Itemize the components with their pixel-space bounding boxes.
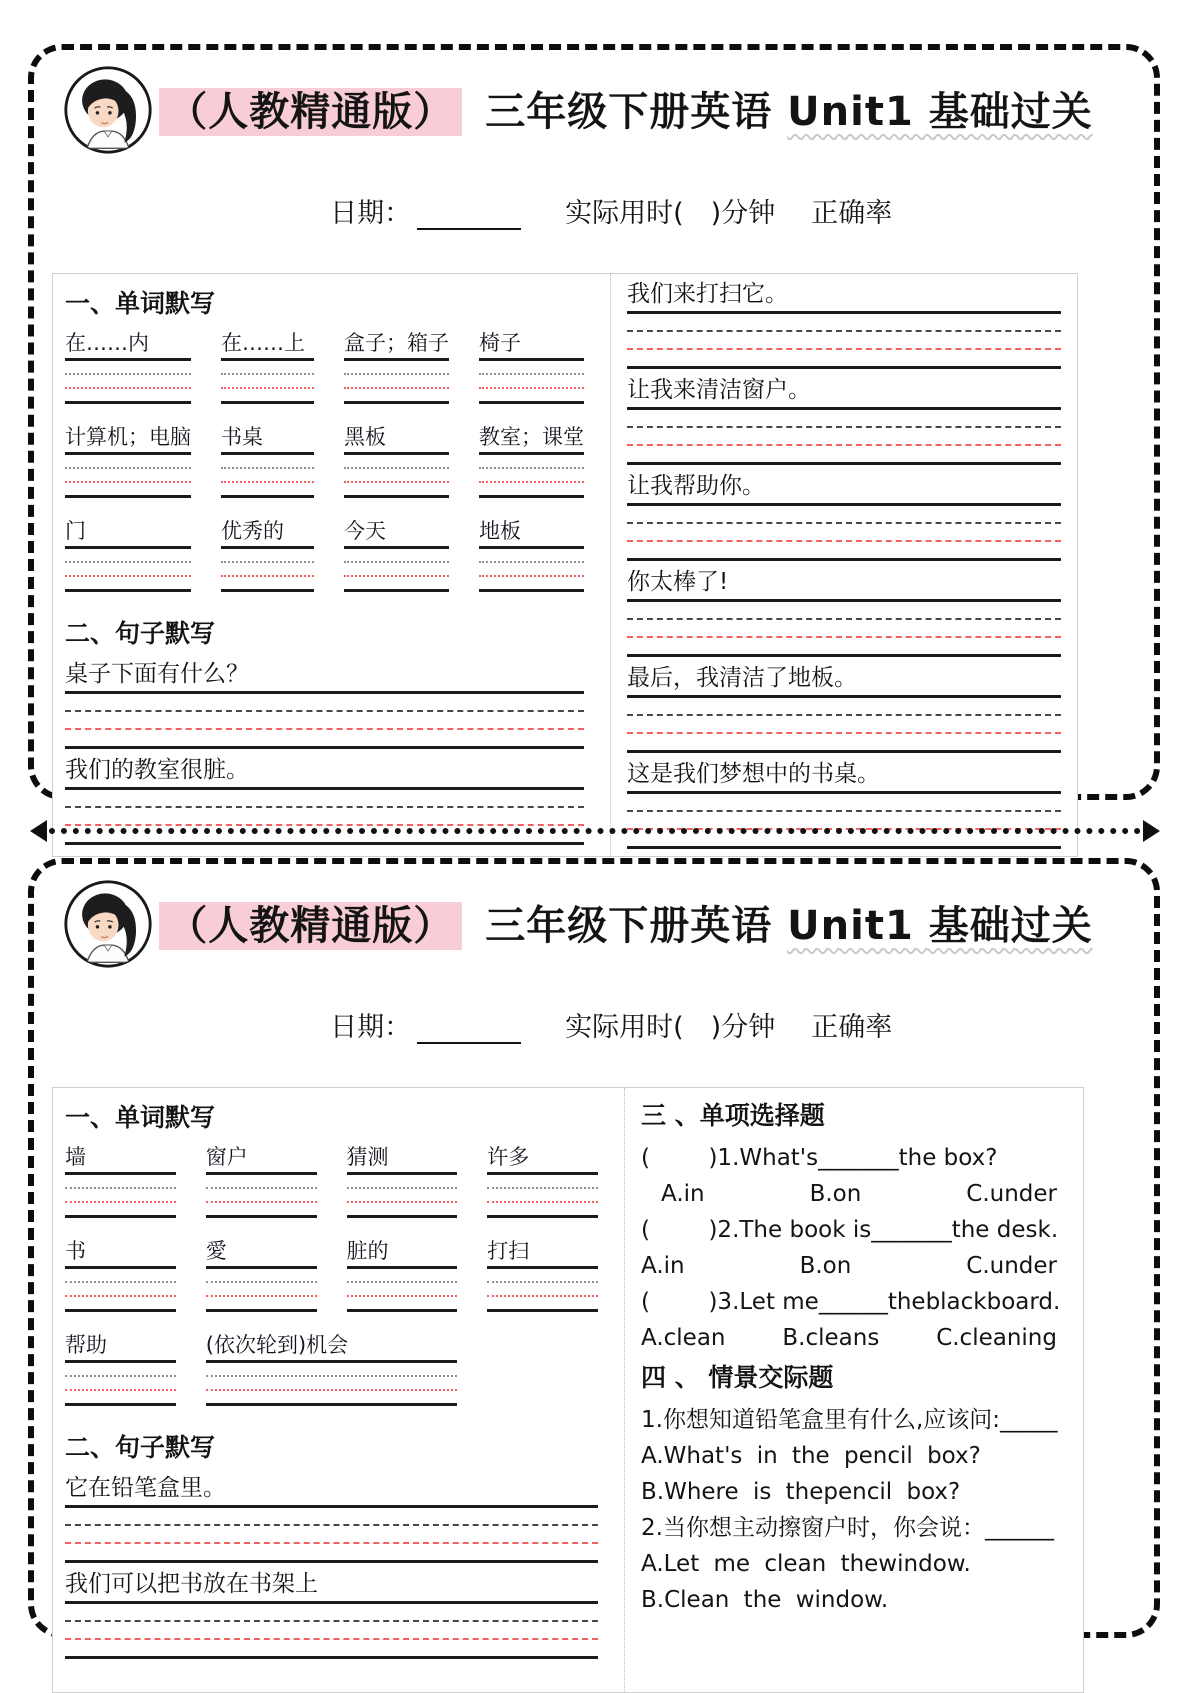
writing-line-dashed-red bbox=[627, 732, 1061, 734]
date-blank-line bbox=[417, 200, 521, 230]
writing-line-solid bbox=[65, 1309, 176, 1312]
writing-line-solid bbox=[479, 495, 584, 498]
word-block bbox=[65, 328, 191, 406]
accuracy-label: 正确率 bbox=[811, 198, 893, 229]
accuracy-label: 正确率 bbox=[811, 1012, 893, 1043]
cut-line bbox=[30, 820, 1160, 842]
writing-line-dotted bbox=[487, 1187, 598, 1189]
word-section-title: 一、单词默写 bbox=[65, 1103, 216, 1132]
sentence-label: 我们可以把书放在书架上 bbox=[65, 1568, 598, 1604]
sentence-block bbox=[65, 658, 584, 749]
writing-line-dotted-red bbox=[65, 481, 191, 483]
word-label: 今天 bbox=[344, 516, 449, 549]
choice-options-row bbox=[641, 1320, 1067, 1356]
word-block bbox=[344, 328, 449, 406]
writing-line-dashed bbox=[627, 426, 1061, 428]
title-text: 三年级下册英语 bbox=[485, 902, 773, 949]
word-block bbox=[347, 1142, 458, 1220]
choice-option: C.under bbox=[966, 1253, 1057, 1279]
cut-line-dots bbox=[49, 828, 1141, 834]
situational-option-b: B.Where is thepencil box? bbox=[641, 1479, 961, 1505]
cut-line-right-arrow-icon bbox=[1143, 820, 1160, 842]
writing-line-dotted-red bbox=[206, 1295, 317, 1297]
writing-line-solid bbox=[627, 462, 1061, 465]
page-title bbox=[154, 894, 1098, 951]
word-block bbox=[221, 422, 314, 500]
sentence-section-title: 二、句子默写 bbox=[65, 619, 216, 648]
word-block bbox=[221, 516, 314, 594]
word-block bbox=[344, 422, 449, 500]
choice-options-row bbox=[641, 1176, 1067, 1212]
girl-avatar-icon bbox=[62, 878, 154, 970]
choice-option: C.under bbox=[966, 1181, 1057, 1207]
writing-line-dotted-red bbox=[206, 1201, 317, 1203]
word-label: (依次轮到)机会 bbox=[206, 1330, 458, 1363]
word-block bbox=[206, 1330, 458, 1408]
title-unit-text: Unit1 基础过关 bbox=[787, 902, 1093, 949]
situational-section-title: 四 、 情景交际题 bbox=[641, 1363, 834, 1392]
writing-line-dotted bbox=[344, 561, 449, 563]
date-blank-line bbox=[417, 1014, 521, 1044]
writing-line-dotted bbox=[487, 1281, 598, 1283]
writing-line-dotted-red bbox=[344, 481, 449, 483]
writing-line-solid bbox=[627, 558, 1061, 561]
worksheet-bottom bbox=[28, 858, 1160, 1638]
writing-line-dotted bbox=[206, 1375, 458, 1377]
writing-line-dashed bbox=[627, 330, 1061, 332]
situational-question: 1.你想知道铅笔盒里有什么,应该问:_____ bbox=[641, 1407, 1058, 1433]
writing-line-solid bbox=[479, 589, 584, 592]
writing-line-solid bbox=[65, 1656, 598, 1659]
word-label: 窗户 bbox=[206, 1142, 317, 1175]
writing-line-dashed bbox=[65, 806, 584, 808]
writing-line-dotted-red bbox=[347, 1201, 458, 1203]
writing-line-solid bbox=[221, 401, 314, 404]
writing-line-dotted bbox=[347, 1187, 458, 1189]
writing-line-dotted bbox=[344, 467, 449, 469]
choice-question-stem: ( )1.What's_______the box? bbox=[641, 1145, 998, 1171]
edition-badge: （人教精通版） bbox=[159, 902, 462, 950]
word-label: 许多 bbox=[487, 1142, 598, 1175]
choice-option: A.in bbox=[661, 1181, 705, 1207]
word-label: 书 bbox=[65, 1236, 176, 1269]
writing-line-solid bbox=[347, 1309, 458, 1312]
writing-line-solid bbox=[347, 1215, 458, 1218]
writing-line-dashed bbox=[627, 618, 1061, 620]
word-label: 愛 bbox=[206, 1236, 317, 1269]
writing-line-solid bbox=[206, 1403, 458, 1406]
word-label: 椅子 bbox=[479, 328, 584, 361]
writing-line-solid bbox=[65, 1215, 176, 1218]
sentence-section-title: 二、句子默写 bbox=[65, 1433, 216, 1462]
word-block bbox=[479, 422, 584, 500]
writing-line-dotted bbox=[344, 373, 449, 375]
writing-line-dashed bbox=[65, 710, 584, 712]
time-label: 实际用时( )分钟 bbox=[565, 1012, 776, 1043]
word-label: 打扫 bbox=[487, 1236, 598, 1269]
word-block bbox=[65, 1142, 176, 1220]
right-column bbox=[611, 274, 1077, 856]
meta-row bbox=[50, 974, 1138, 1075]
sentence-label: 让我来清洁窗户。 bbox=[627, 374, 1061, 410]
writing-line-solid bbox=[627, 750, 1061, 753]
writing-line-solid bbox=[65, 1560, 598, 1563]
writing-line-dotted-red bbox=[65, 1389, 176, 1391]
writing-line-solid bbox=[65, 1403, 176, 1406]
choice-question-stem: ( )3.Let me______theblackboard. bbox=[641, 1289, 1061, 1315]
word-block bbox=[479, 516, 584, 594]
writing-line-dotted bbox=[479, 373, 584, 375]
choice-option: A.clean bbox=[641, 1325, 726, 1351]
writing-line-dotted-red bbox=[479, 387, 584, 389]
word-label: 优秀的 bbox=[221, 516, 314, 549]
writing-line-solid bbox=[65, 842, 584, 845]
word-block bbox=[344, 516, 449, 594]
edition-badge: （人教精通版） bbox=[159, 88, 462, 136]
meta-row bbox=[50, 160, 1138, 261]
choice-section-title: 三 、单项选择题 bbox=[641, 1101, 825, 1130]
writing-line-dotted-red bbox=[487, 1295, 598, 1297]
writing-line-solid bbox=[65, 589, 191, 592]
word-label: 门 bbox=[65, 516, 191, 549]
writing-line-dotted-red bbox=[221, 481, 314, 483]
choice-options-row bbox=[641, 1248, 1067, 1284]
word-label: 帮助 bbox=[65, 1330, 176, 1363]
writing-line-dotted bbox=[206, 1281, 317, 1283]
writing-line-dotted bbox=[221, 467, 314, 469]
girl-avatar-icon bbox=[62, 64, 154, 156]
writing-line-dotted-red bbox=[65, 1295, 176, 1297]
writing-line-solid bbox=[206, 1215, 317, 1218]
writing-line-dotted-red bbox=[65, 575, 191, 577]
situational-option-a: A.What's in the pencil box? bbox=[641, 1443, 981, 1469]
writing-line-dotted-red bbox=[344, 575, 449, 577]
word-block bbox=[206, 1142, 317, 1220]
sentence-label: 我们来打扫它。 bbox=[627, 278, 1061, 314]
sentence-block bbox=[627, 278, 1061, 369]
word-grid bbox=[65, 328, 584, 594]
situational-option-a: A.Let me clean thewindow. bbox=[641, 1551, 971, 1577]
writing-line-dashed-red bbox=[627, 540, 1061, 542]
word-label: 地板 bbox=[479, 516, 584, 549]
writing-line-dotted bbox=[221, 561, 314, 563]
word-block bbox=[65, 1330, 176, 1408]
cut-line-left-arrow-icon bbox=[30, 820, 47, 842]
writing-line-dashed bbox=[627, 810, 1061, 812]
writing-line-dotted bbox=[65, 1187, 176, 1189]
writing-line-dashed-red bbox=[65, 1542, 598, 1544]
writing-line-solid bbox=[344, 495, 449, 498]
writing-line-dashed-red bbox=[65, 728, 584, 730]
writing-line-solid bbox=[487, 1215, 598, 1218]
writing-line-dotted bbox=[65, 373, 191, 375]
writing-line-dotted-red bbox=[221, 387, 314, 389]
word-label: 脏的 bbox=[347, 1236, 458, 1269]
word-block bbox=[487, 1236, 598, 1314]
sentence-block bbox=[627, 374, 1061, 465]
sentence-label: 让我帮助你。 bbox=[627, 470, 1061, 506]
word-label: 墙 bbox=[65, 1142, 176, 1175]
writing-line-solid bbox=[65, 495, 191, 498]
worksheet-top bbox=[28, 44, 1160, 800]
writing-line-solid bbox=[479, 401, 584, 404]
header bbox=[50, 58, 1138, 158]
word-section-title: 一、单词默写 bbox=[65, 289, 216, 318]
writing-line-solid bbox=[344, 401, 449, 404]
writing-line-dashed-red bbox=[627, 636, 1061, 638]
title-unit-text: Unit1 基础过关 bbox=[787, 88, 1093, 135]
title-text: 三年级下册英语 bbox=[485, 88, 773, 135]
date-label: 日期： bbox=[330, 1012, 412, 1043]
writing-line-dotted-red bbox=[344, 387, 449, 389]
writing-line-solid bbox=[65, 746, 584, 749]
page-title bbox=[154, 80, 1098, 137]
choice-option: B.on bbox=[799, 1253, 852, 1279]
writing-line-solid bbox=[206, 1309, 317, 1312]
writing-line-solid bbox=[627, 654, 1061, 657]
word-block bbox=[65, 1236, 176, 1314]
writing-line-dotted-red bbox=[65, 1201, 176, 1203]
writing-line-dotted-red bbox=[65, 387, 191, 389]
writing-line-dotted bbox=[65, 1281, 176, 1283]
sentence-block bbox=[65, 1472, 598, 1563]
word-grid bbox=[65, 1142, 598, 1408]
word-label: 猜测 bbox=[347, 1142, 458, 1175]
word-block bbox=[221, 328, 314, 406]
writing-line-dashed-red bbox=[65, 1638, 598, 1640]
word-block bbox=[65, 422, 191, 500]
writing-line-dashed bbox=[627, 714, 1061, 716]
situational-question: 2.当你想主动擦窗户时，你会说：______ bbox=[641, 1515, 1054, 1541]
sentence-label: 桌子下面有什么？ bbox=[65, 658, 584, 694]
writing-line-dotted-red bbox=[221, 575, 314, 577]
sentence-label: 它在铅笔盒里。 bbox=[65, 1472, 598, 1508]
sentence-label: 最后，我清洁了地板。 bbox=[627, 662, 1061, 698]
writing-line-dotted-red bbox=[479, 575, 584, 577]
choice-option: B.cleans bbox=[782, 1325, 880, 1351]
word-label: 教室；课堂 bbox=[479, 422, 584, 455]
writing-line-dotted-red bbox=[206, 1389, 458, 1391]
writing-line-dotted bbox=[65, 1375, 176, 1377]
writing-line-solid bbox=[487, 1309, 598, 1312]
writing-line-dashed-red bbox=[627, 348, 1061, 350]
word-label: 黑板 bbox=[344, 422, 449, 455]
writing-line-dotted-red bbox=[347, 1295, 458, 1297]
choice-option: A.in bbox=[641, 1253, 685, 1279]
word-label: 计算机；电脑 bbox=[65, 422, 191, 455]
time-label: 实际用时( )分钟 bbox=[565, 198, 776, 229]
writing-line-solid bbox=[221, 589, 314, 592]
sentence-label: 这是我们梦想中的书桌。 bbox=[627, 758, 1061, 794]
left-column bbox=[53, 1088, 625, 1692]
header bbox=[50, 872, 1138, 972]
sentence-block bbox=[65, 1568, 598, 1659]
writing-line-dotted bbox=[347, 1281, 458, 1283]
word-label: 在……内 bbox=[65, 328, 191, 361]
choice-option: B.on bbox=[809, 1181, 862, 1207]
writing-line-dotted bbox=[221, 373, 314, 375]
sentence-block bbox=[627, 566, 1061, 657]
choice-question-stem: ( )2.The book is_______the desk. bbox=[641, 1217, 1059, 1243]
word-label: 在……上 bbox=[221, 328, 314, 361]
writing-line-dotted bbox=[479, 467, 584, 469]
writing-line-dashed bbox=[627, 522, 1061, 524]
right-column bbox=[625, 1088, 1083, 1692]
writing-line-dotted bbox=[65, 467, 191, 469]
writing-line-dashed bbox=[65, 1524, 598, 1526]
date-label: 日期： bbox=[330, 198, 412, 229]
writing-line-dashed bbox=[65, 1620, 598, 1622]
left-column bbox=[53, 274, 611, 856]
word-block bbox=[487, 1142, 598, 1220]
sentence-label: 你太棒了! bbox=[627, 566, 1061, 602]
word-block bbox=[479, 328, 584, 406]
writing-line-dotted bbox=[479, 561, 584, 563]
content-box bbox=[52, 273, 1078, 857]
writing-line-solid bbox=[65, 401, 191, 404]
word-block bbox=[206, 1236, 317, 1314]
content-box bbox=[52, 1087, 1084, 1693]
sentence-block bbox=[627, 470, 1061, 561]
sentence-block bbox=[627, 662, 1061, 753]
writing-line-dotted-red bbox=[479, 481, 584, 483]
writing-line-solid bbox=[627, 366, 1061, 369]
writing-line-solid bbox=[627, 846, 1061, 849]
writing-line-solid bbox=[221, 495, 314, 498]
writing-line-dashed-red bbox=[627, 444, 1061, 446]
word-label: 盒子；箱子 bbox=[344, 328, 449, 361]
choice-option: C.cleaning bbox=[936, 1325, 1057, 1351]
word-label: 书桌 bbox=[221, 422, 314, 455]
writing-line-solid bbox=[344, 589, 449, 592]
writing-line-dotted bbox=[206, 1187, 317, 1189]
writing-line-dotted bbox=[65, 561, 191, 563]
sentence-label: 我们的教室很脏。 bbox=[65, 754, 584, 790]
word-block bbox=[347, 1236, 458, 1314]
writing-line-dotted-red bbox=[487, 1201, 598, 1203]
word-block bbox=[65, 516, 191, 594]
situational-option-b: B.Clean the window. bbox=[641, 1587, 889, 1613]
